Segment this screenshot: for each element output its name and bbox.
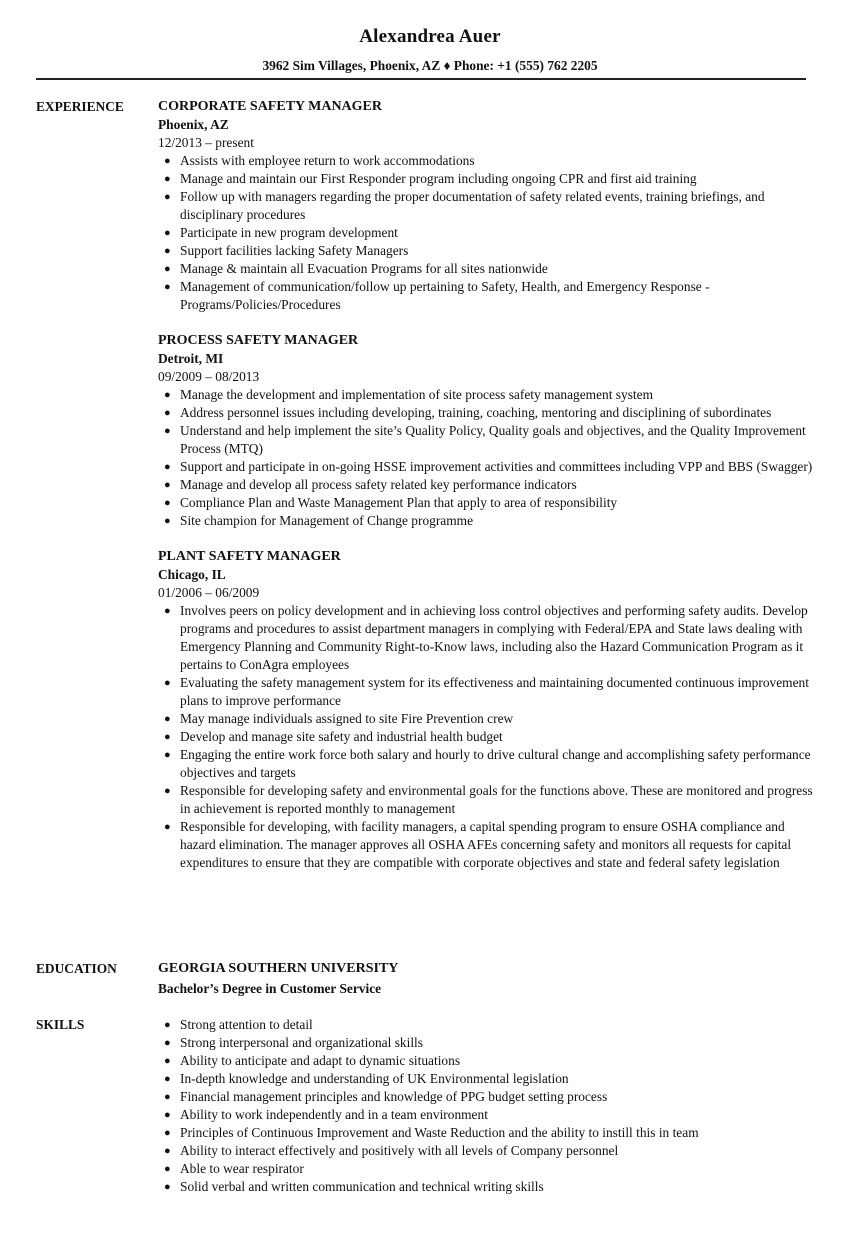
list-item: ● Support and participate in on-going HSSE improvement activities and committees including VPP and BBS (Swagger) — [164, 459, 813, 474]
list-item: ● Manage the development and implementation of site process safety management system — [164, 387, 653, 402]
list-item: ● Compliance Plan and Waste Management Plan that apply to area of responsibility — [164, 495, 618, 510]
list-item: ● Evaluating the safety management system for its effectiveness and maintaining documented continuous improvement plans to improve performance — [164, 675, 809, 708]
bullet-icon: ● — [164, 263, 171, 275]
bullet-icon: ● — [164, 677, 171, 689]
skills-list — [158, 1016, 818, 1196]
list-item: ● Manage and maintain our First Responder program including ongoing CPR and first aid training — [164, 171, 697, 186]
list-item: ● Responsible for developing safety and environmental goals for the functions above. These are monitored and progress in achievement is reported monthly to management — [164, 783, 813, 816]
bullet-icon: ● — [164, 731, 171, 743]
list-item: ● Manage & maintain all Evacuation Programs for all sites nationwide — [164, 261, 548, 276]
experience-heading: EXPERIENCE — [36, 99, 124, 114]
list-item: ● Understand and help implement the site’s Quality Policy, Quality goals and objectives, and the Quality Improvement Process (MTQ) — [164, 423, 806, 456]
list-item: ● Address personnel issues including developing, training, coaching, mentoring and disciplining of subordinates — [164, 405, 772, 420]
job-entry — [158, 332, 818, 530]
bullet-icon: ● — [164, 821, 171, 833]
school-name: GEORGIA SOUTHERN UNIVERSITY — [158, 961, 399, 976]
bullet-icon: ● — [164, 1163, 171, 1175]
job-bullets — [158, 386, 818, 530]
bullet-icon: ● — [164, 227, 171, 239]
bullet-icon: ● — [164, 461, 171, 473]
list-item: ● Solid verbal and written communication and technical writing skills — [164, 1179, 544, 1194]
job-location: Detroit, MI — [158, 351, 224, 366]
job-dates: 09/2009 – 08/2013 — [158, 369, 260, 384]
list-item: ● Assists with employee return to work accommodations — [164, 153, 475, 168]
skills-heading: SKILLS — [36, 1017, 85, 1032]
bullet-icon: ● — [164, 245, 171, 257]
bullet-icon: ● — [164, 713, 171, 725]
list-item: ● In-depth knowledge and understanding of UK Environmental legislation — [164, 1071, 569, 1086]
header-divider — [36, 78, 806, 80]
education-body — [158, 960, 818, 998]
list-item: ● Support facilities lacking Safety Managers — [164, 243, 409, 258]
bullet-icon: ● — [164, 1019, 171, 1031]
list-item: ● Able to wear respirator — [164, 1161, 304, 1176]
list-item: ● Financial management principles and knowledge of PPG budget setting process — [164, 1089, 608, 1104]
bullet-icon: ● — [164, 515, 171, 527]
list-item: ● Develop and manage site safety and industrial health budget — [164, 729, 503, 744]
list-item: ● Responsible for developing, with facility managers, a capital spending program to ensure OSHA compliance and hazard elimination. The manager approves all OSHA AFEs concerning safety and monitors all requests for capital expenditures to ensure that they are compatible with corporate objectives and state and federal safety legislation — [164, 819, 792, 870]
education-heading: EDUCATION — [36, 961, 117, 976]
job-entry — [158, 98, 818, 314]
bullet-icon: ● — [164, 407, 171, 419]
experience-body — [158, 98, 818, 890]
bullet-icon: ● — [164, 1055, 171, 1067]
bullet-icon: ● — [164, 605, 171, 617]
bullet-icon: ● — [164, 479, 171, 491]
list-item: ● May manage individuals assigned to site Fire Prevention crew — [164, 711, 514, 726]
bullet-icon: ● — [164, 155, 171, 167]
contact-line: 3962 Sim Villages, Phoenix, AZ ♦ Phone: +1 (555) 762 2205 — [262, 58, 598, 73]
bullet-icon: ● — [164, 497, 171, 509]
bullet-icon: ● — [164, 191, 171, 203]
list-item: ● Engaging the entire work force both salary and hourly to drive cultural change and accomplishing safety performance objectives and targets — [164, 747, 811, 780]
bullet-icon: ● — [164, 389, 171, 401]
bullet-icon: ● — [164, 749, 171, 761]
job-entry — [158, 548, 818, 872]
list-item: ● Follow up with managers regarding the proper documentation of safety related events, training briefings, and disciplinary procedures — [164, 189, 765, 222]
bullet-icon: ● — [164, 1127, 171, 1139]
resume-header — [0, 24, 860, 75]
list-item: ● Ability to anticipate and adapt to dynamic situations — [164, 1053, 461, 1068]
list-item: ● Strong interpersonal and organizational skills — [164, 1035, 423, 1050]
bullet-icon: ● — [164, 1145, 171, 1157]
bullet-icon: ● — [164, 1073, 171, 1085]
list-item: ● Manage and develop all process safety related key performance indicators — [164, 477, 577, 492]
job-bullets — [158, 602, 818, 872]
job-dates: 12/2013 – present — [158, 135, 254, 150]
bullet-icon: ● — [164, 1037, 171, 1049]
list-item: ● Involves peers on policy development and in achieving loss control objectives and performing safety audits. Develop programs and procedures to assist department managers in complying with Federal/EPA and State laws dealing with Emergency Planning and Community Right-to-Know laws, including also the Hazard Communication Program as it pertains to ConAgra employees — [164, 603, 808, 672]
job-dates: 01/2006 – 06/2009 — [158, 585, 260, 600]
bullet-icon: ● — [164, 785, 171, 797]
candidate-name: Alexandrea Auer — [359, 26, 501, 47]
job-location: Phoenix, AZ — [158, 117, 229, 132]
bullet-icon: ● — [164, 1091, 171, 1103]
job-location: Chicago, IL — [158, 567, 226, 582]
job-bullets — [158, 152, 818, 314]
job-title: PROCESS SAFETY MANAGER — [158, 333, 359, 348]
bullet-icon: ● — [164, 1109, 171, 1121]
list-item: ● Participate in new program development — [164, 225, 398, 240]
skills-body — [158, 1016, 818, 1196]
list-item: ● Strong attention to detail — [164, 1017, 313, 1032]
degree: Bachelor’s Degree in Customer Service — [158, 981, 382, 996]
bullet-icon: ● — [164, 281, 171, 293]
bullet-icon: ● — [164, 1181, 171, 1193]
list-item: ● Ability to work independently and in a team environment — [164, 1107, 488, 1122]
job-title: PLANT SAFETY MANAGER — [158, 549, 341, 564]
job-title: CORPORATE SAFETY MANAGER — [158, 99, 383, 114]
bullet-icon: ● — [164, 425, 171, 437]
list-item: ● Site champion for Management of Change programme — [164, 513, 474, 528]
bullet-icon: ● — [164, 173, 171, 185]
list-item: ● Management of communication/follow up pertaining to Safety, Health, and Emergency Response - Programs/Policies/Procedures — [164, 279, 710, 312]
list-item: ● Principles of Continuous Improvement and Waste Reduction and the ability to instill this in team — [164, 1125, 699, 1140]
list-item: ● Ability to interact effectively and positively with all levels of Company personnel — [164, 1143, 619, 1158]
